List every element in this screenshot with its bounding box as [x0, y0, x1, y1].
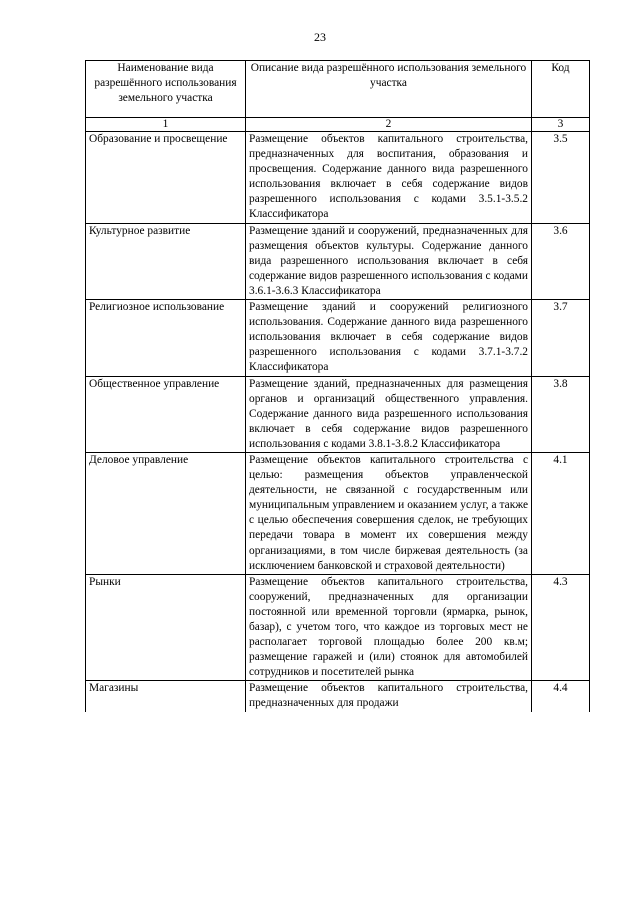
- use-type-code: 3.5: [532, 132, 590, 224]
- description-text: Размещение объектов капитального строительства, предназначенных для воспитания, образования и просвещения. Содержание данного вида разрешенного использования включает в себя содержание видов разрешенного использования с кодами 3.5.1-3.5.2 Классификатора: [249, 133, 528, 221]
- use-type-code: 4.1: [532, 452, 590, 574]
- page-number: 23: [314, 30, 326, 44]
- table-row: [86, 681, 590, 712]
- description-text: Размещение зданий и сооружений религиозного использования. Содержание данного вида разрешенного использования включает в себя содержание видов разрешенного использования с кодами 3.7.1-3.7.2 Классификатора: [249, 301, 528, 374]
- use-type-description: [246, 376, 532, 452]
- use-type-code: 3.7: [532, 300, 590, 376]
- use-type-name: Рынки: [86, 574, 246, 681]
- use-type-code: 4.4: [532, 681, 590, 712]
- use-type-description: [246, 300, 532, 376]
- use-type-name: Магазины: [86, 681, 246, 712]
- description-text: Размещение объектов капитального строительства с целью: размещения объектов управленческой деятельности, не связанной с государственным или муниципальным управлением и оказанием услуг, а также с целью обеспечения совершения сделок, не требующих передачи товара в момент их совершения между организациями, в том числе биржевая деятельность (за исключением банковской и страховой деятельности): [249, 453, 528, 572]
- description-text: Размещение зданий, предназначенных для размещения органов и организаций общественного управления. Содержание данного вида разрешенного использования включает в себя содержание видов разрешенного использования с кодами 3.8.1-3.8.2 Классификатора: [249, 377, 528, 450]
- use-type-description: [246, 223, 532, 299]
- land-use-table: [85, 60, 590, 712]
- use-type-description: [246, 452, 532, 574]
- column-number-row: [86, 118, 590, 132]
- use-type-description: [246, 132, 532, 224]
- header-name: Наименование вида разрешённого использования земельного участка: [86, 61, 246, 118]
- header-row: [86, 61, 590, 118]
- use-type-code: 3.8: [532, 376, 590, 452]
- use-type-code: 3.6: [532, 223, 590, 299]
- use-type-name: Религиозное использование: [86, 300, 246, 376]
- use-type-description: [246, 574, 532, 681]
- use-type-code: 4.3: [532, 574, 590, 681]
- column-number: 2: [246, 118, 532, 132]
- table-row: [86, 376, 590, 452]
- table-row: [86, 300, 590, 376]
- description-text: Размещение зданий и сооружений, предназначенных для размещения объектов культуры. Содержание данного вида разрешенного использования включает в себя содержание видов разрешенного использования с кодами 3.6.1-3.6.3 Классификатора: [249, 224, 528, 297]
- table-row: [86, 452, 590, 574]
- use-type-name: Общественное управление: [86, 376, 246, 452]
- header-code: Код: [532, 61, 590, 118]
- column-number: 3: [532, 118, 590, 132]
- table-row: [86, 132, 590, 224]
- use-type-name: Культурное развитие: [86, 223, 246, 299]
- use-type-description: [246, 681, 532, 712]
- header-description: Описание вида разрешённого использования земельного участка: [246, 61, 532, 118]
- description-text: Размещение объектов капитального строительства, предназначенных для продажи: [249, 682, 528, 710]
- column-number: 1: [86, 118, 246, 132]
- table-row: [86, 223, 590, 299]
- use-type-name: Деловое управление: [86, 452, 246, 574]
- description-text: Размещение объектов капитального строительства, сооружений, предназначенных для организации постоянной или временной торговли (ярмарка, рынок, базар), с учетом того, что каждое из торговых мест не располагает торговой площадью более 200 кв.м; размещение гаражей и (или) стоянок для автомобилей сотрудников и посетителей рынка: [249, 575, 528, 679]
- use-type-name: Образование и просвещение: [86, 132, 246, 224]
- table-row: [86, 574, 590, 681]
